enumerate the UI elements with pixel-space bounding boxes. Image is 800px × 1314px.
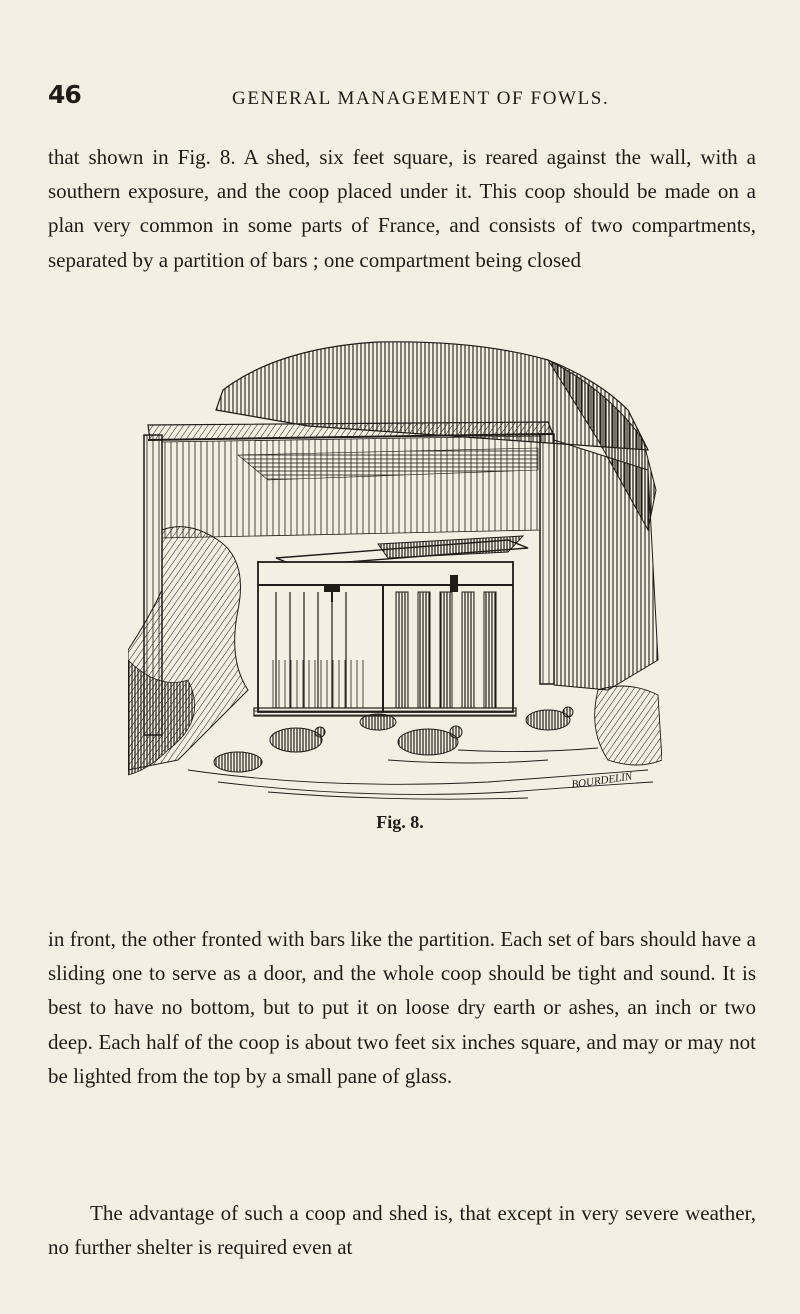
ground (188, 748, 653, 799)
figure-illustration (128, 330, 662, 806)
paragraph-3: The advantage of such a coop and shed is, that except in very severe weather, no further shelter is required even at (48, 1201, 756, 1260)
right-post (540, 434, 554, 684)
paragraph-1: that shown in Fig. 8. A shed, six feet square, is reared against the wall, with a southern exposure, and the coop placed under it. This coop should be made on a plan very common in some parts of France, and consists of two compartments, separated by a partition of bars ; one compartment being closed (48, 145, 756, 272)
engraver-signature: BOURDELIN (570, 770, 633, 791)
paragraph-2: in front, the other fronted with bars like the partition. Each set of bars should have a sliding one to serve as a door, and the whole coop should be tight and sound. It is best to have no bottom, but to put it on loose dry earth or ashes, an inch or two deep. Each half of the coop is about two feet six inches square, and may or may not be lighted from the top by a small pane of glass. (48, 927, 756, 1088)
page-number: 46 (48, 80, 81, 109)
foliage-right (595, 686, 662, 765)
figure-caption: Fig. 8. (376, 812, 424, 832)
running-head: GENERAL MANAGEMENT OF FOWLS. (232, 88, 610, 109)
coop-shed-engraving (128, 330, 662, 806)
stone-wall-right (554, 440, 658, 690)
hens (214, 707, 573, 772)
